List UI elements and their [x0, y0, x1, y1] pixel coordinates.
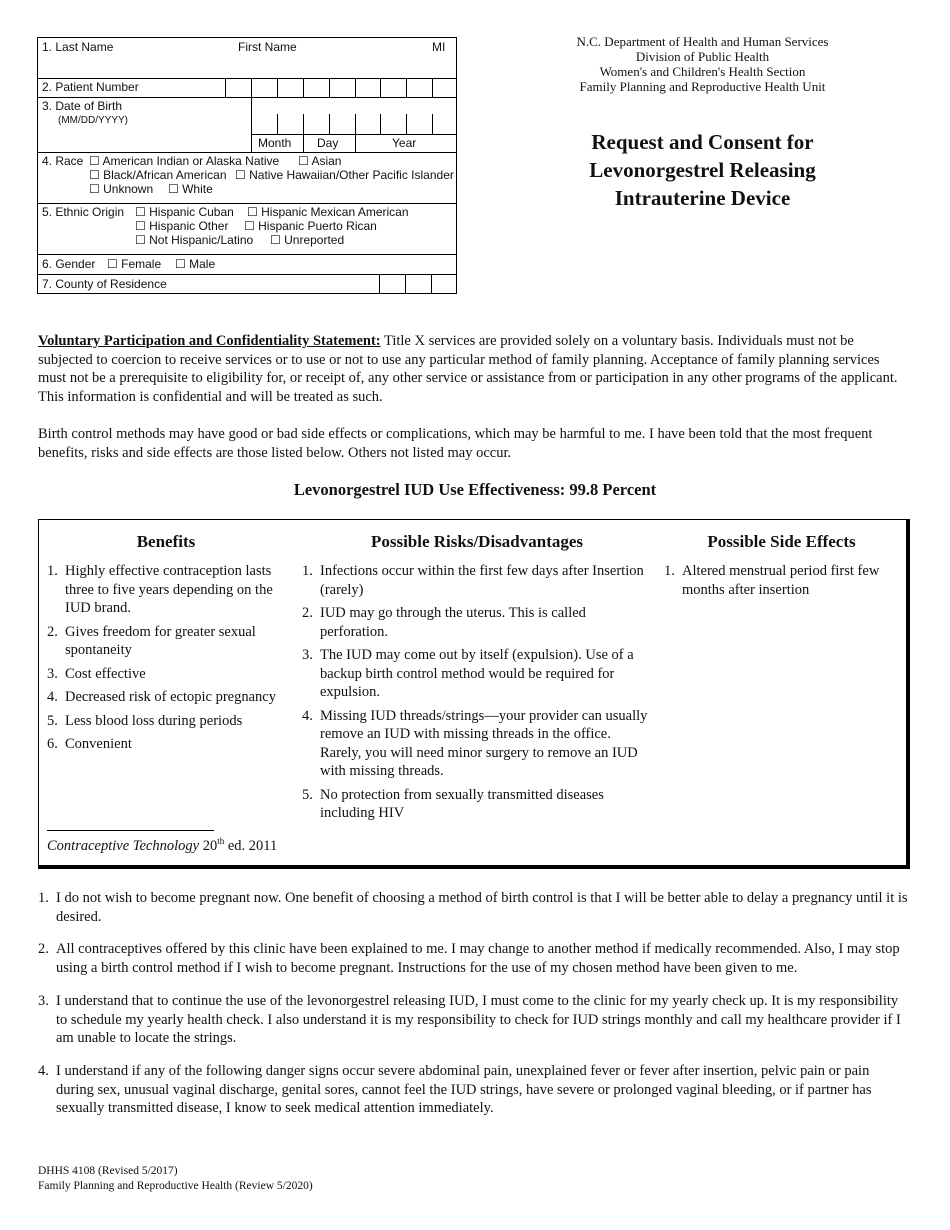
race-option-american-indian[interactable]: ☐ American Indian or Alaska Native — [89, 154, 280, 168]
list-item: 5. No protection from sexually transmitted diseases including HIV — [302, 786, 604, 821]
agency-line-1: N.C. Department of Health and Human Services — [576, 34, 829, 49]
list-item: 4. Decreased risk of ectopic pregnancy — [47, 689, 276, 705]
list-item: 4. Missing IUD threads/strings—your provider can usually remove an IUD with missing threads in the office. Rarely, you will need minor surgery to remove an IUD with missing threads. — [302, 707, 648, 779]
form-footer — [38, 1164, 313, 1194]
name-row[interactable] — [38, 38, 456, 79]
ethnic-label: 5. Ethnic Origin — [42, 205, 125, 219]
gender-option-female[interactable]: ☐ Female — [107, 257, 162, 271]
first-name-label: First Name — [238, 40, 297, 54]
list-item: 2. Gives freedom for greater sexual spontaneity — [47, 623, 256, 658]
list-item: 3. Cost effective — [47, 665, 146, 682]
gender-option-male[interactable]: ☐ Male — [175, 257, 216, 271]
race-row — [38, 152, 456, 204]
patient-number-row[interactable] — [38, 78, 456, 98]
statement-1: 1. I do not wish to become pregnant now. One benefit of choosing a method of birth control is that I will be better able to delay a pregnancy until it is desired. — [38, 890, 908, 925]
race-option-black[interactable]: ☐ Black/African American — [89, 168, 227, 182]
benefits-risks-table — [38, 519, 910, 869]
race-option-white[interactable]: ☐ White — [168, 182, 213, 196]
last-name-label: 1. Last Name — [42, 40, 114, 54]
voluntary-statement: Voluntary Participation and Confidentiality Statement: Title X services are provided solely on a voluntary basis. Individuals must not be subjected to coercion to receive services or to use or not to use any particular method of family planning. Acceptance of family planning services must not be a prerequisite to eligibility for, or receipt of, any other service or assistance from or participation in any other programs of the applicant. This information is confidential and will be treated as such. — [38, 333, 898, 405]
side-effects-column — [664, 532, 899, 604]
ethnic-option-mexican[interactable]: ☐ Hispanic Mexican American — [247, 205, 409, 219]
form-number: DHHS 4108 (Revised 5/2017) — [38, 1165, 178, 1177]
year-label: Year — [392, 136, 417, 150]
citation: Contraceptive Technology 20th ed. 2011 — [47, 836, 278, 854]
intro-paragraph: Birth control methods may have good or bad side effects or complications, which may be harmful to me. I have been told that the most frequent benefits, risks and side effects are those listed below. Others not listed may occur. — [38, 426, 873, 461]
ethnic-row — [38, 203, 456, 255]
agency-line-3: Women's and Children's Health Section — [599, 64, 806, 79]
review-note: Family Planning and Reproductive Health (Review 5/2020) — [38, 1180, 313, 1192]
benefits-title: Benefits — [136, 532, 196, 551]
race-option-asian[interactable]: ☐ Asian — [298, 154, 342, 168]
benefits-column — [47, 532, 285, 759]
statement-4: 4. I understand if any of the following danger signs occur severe abdominal pain, unexplained fever or fever after insertion, pelvic pain or pain during sex, unusual vaginal discharge, genital sores, cannot feel the IUD strings, have severe or prolonged vaginal bleeding, or if partner has sexually transmitted disease, I know to seek medical attention immediately. — [38, 1063, 872, 1116]
risks-column — [302, 532, 652, 828]
effectiveness-heading: Levonorgestrel IUD Use Effectiveness: 99.8 Percent — [293, 480, 657, 499]
ethnic-option-not-hispanic[interactable]: ☐ Not Hispanic/Latino — [135, 233, 254, 247]
list-item: 6. Convenient — [47, 736, 132, 752]
patient-number-label: 2. Patient Number — [42, 80, 139, 94]
race-label: 4. Race — [42, 154, 84, 168]
ethnic-option-unreported[interactable]: ☐ Unreported — [270, 233, 345, 247]
dob-row[interactable] — [38, 97, 456, 153]
list-item: 1. Highly effective contraception lasts three to five years depending on the IUD brand. — [47, 563, 273, 616]
statement-3: 3. I understand that to continue the use of the levonorgestrel releasing IUD, I must come to the clinic for my yearly check up. It is my responsibility to schedule my yearly health check. I also understand it is my responsibility to check for IUD strings monthly and call my healthcare provider if I am unable to locate the strings. — [38, 993, 901, 1046]
list-item: 2. IUD may go through the uterus. This is called perforation. — [302, 605, 586, 640]
page-title: Request and Consent for Levonorgestrel Releasing Intrauterine Device — [589, 130, 816, 210]
agency-header — [560, 34, 845, 94]
dob-label: 3. Date of Birth — [42, 99, 123, 113]
gender-row — [38, 254, 456, 275]
race-option-unknown[interactable]: ☐ Unknown — [89, 182, 154, 196]
ethnic-option-cuban[interactable]: ☐ Hispanic Cuban — [135, 205, 234, 219]
statement-2: 2. All contraceptives offered by this clinic have been explained to me. I may change to another method if medically recommended. Also, I may stop using a birth control method if I wish to become pregnant. Instructions for the use of my chosen method have been given to me. — [38, 941, 900, 976]
citation-divider — [47, 830, 214, 831]
agency-line-2: Division of Public Health — [635, 49, 770, 64]
list-item: 3. The IUD may come out by itself (expulsion). Use of a backup birth control method would be required for expulsion. — [302, 647, 634, 700]
day-label: Day — [317, 136, 339, 150]
dob-format: (MM/DD/YYYY) — [58, 115, 128, 126]
ethnic-option-other[interactable]: ☐ Hispanic Other — [135, 219, 229, 233]
gender-label: 6. Gender — [42, 257, 96, 271]
list-item: 1. Infections occur within the first few days after Insertion (rarely) — [302, 563, 644, 598]
voluntary-heading: Voluntary Participation and Confidentiality Statement: — [38, 333, 381, 349]
mi-label: MI — [432, 40, 446, 54]
risks-title: Possible Risks/Disadvantages — [370, 532, 584, 551]
county-row[interactable] — [38, 274, 456, 293]
patient-info-box — [37, 37, 457, 294]
race-option-hawaiian[interactable]: ☐ Native Hawaiian/Other Pacific Islander — [235, 168, 454, 182]
agency-line-4: Family Planning and Reproductive Health Unit — [579, 79, 826, 94]
month-label: Month — [258, 136, 292, 150]
side-effects-title: Possible Side Effects — [707, 532, 856, 551]
ethnic-option-puerto-rican[interactable]: ☐ Hispanic Puerto Rican — [244, 219, 377, 233]
list-item: 5. Less blood loss during periods — [47, 712, 243, 729]
list-item: 1. Altered menstrual period first few months after insertion — [664, 563, 880, 598]
county-label: 7. County of Residence — [42, 277, 167, 291]
